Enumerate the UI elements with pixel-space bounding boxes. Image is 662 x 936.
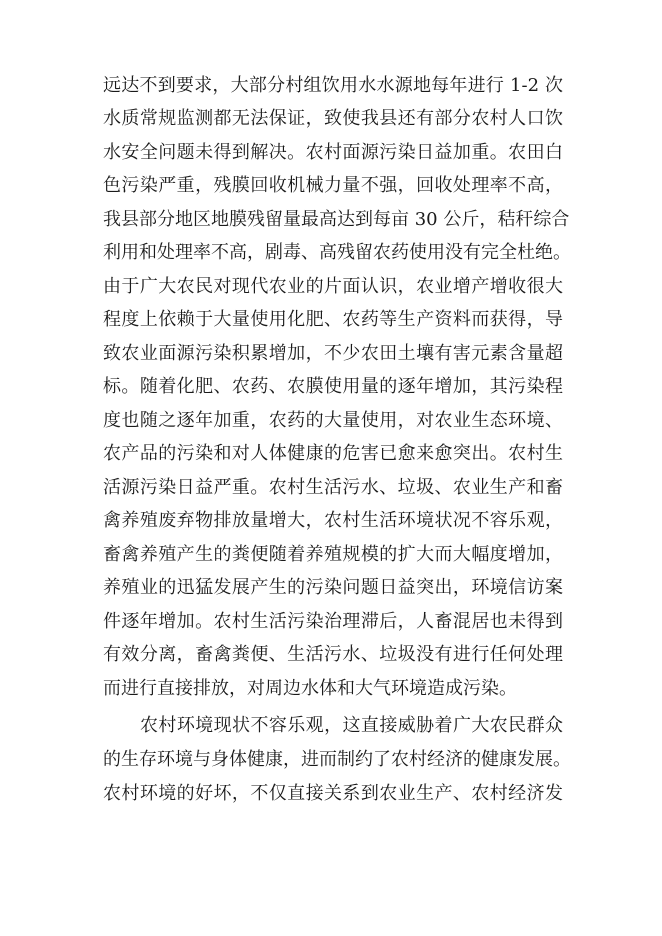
text-line: 活源污染日益严重。农村生活污水、垃圾、农业生产和畜 [103, 477, 563, 498]
text-line: 农村环境的好坏，不仅直接关系到农业生产、农村经济发 [103, 783, 563, 804]
text-line: 养殖业的迅猛发展产生的污染问题日益突出，环境信访案 [103, 577, 563, 598]
text-line: 度也随之逐年加重，农药的大量使用，对农业生态环境、 [103, 410, 563, 431]
paragraph-first-line: 农村环境现状不容乐观，这直接威胁着广大农民群众 [140, 715, 563, 736]
text-line: 水安全问题未得到解决。农村面源污染日益加重。农田白 [103, 142, 563, 163]
text-line: 禽养殖废弃物排放量增大，农村生活环境状况不容乐观， [103, 510, 563, 531]
text-line: 件逐年增加。农村生活污染治理滞后，人畜混居也未得到 [103, 611, 563, 632]
text-line: 利用和处理率不高，剧毒、高残留农药使用没有完全杜绝。 [103, 242, 571, 263]
text-line: 农产品的污染和对人体健康的危害已愈来愈突出。农村生 [103, 443, 563, 464]
text-line: 我县部分地区地膜残留量最高达到每亩 30 公斤，秸秆综合 [103, 209, 570, 230]
text-line: 由于广大农民对现代农业的片面认识，农业增产增收很大 [103, 276, 563, 297]
text-line: 致农业面源污染积累增加，不少农田土壤有害元素含量超 [103, 343, 563, 364]
text-line: 色污染严重，残膜回收机械力量不强，回收处理率不高， [103, 175, 563, 196]
text-line: 的生存环境与身体健康，进而制约了农村经济的健康发展。 [103, 749, 571, 770]
text-line: 水质常规监测都无法保证，致使我县还有部分农村人口饮 [103, 108, 563, 129]
text-line: 标。随着化肥、农药、农膜使用量的逐年增加，其污染程 [103, 376, 563, 397]
text-line: 有效分离，畜禽粪便、生活污水、垃圾没有进行任何处理 [103, 644, 563, 665]
text-line: 程度上依赖于大量使用化肥、农药等生产资料而获得，导 [103, 309, 563, 330]
text-line: 畜禽养殖产生的粪便随着养殖规模的扩大而大幅度增加， [103, 544, 563, 565]
text-line: 远达不到要求，大部分村组饮用水水源地每年进行 1-2 次 [103, 75, 563, 96]
text-line: 而进行直接排放，对周边水体和大气环境造成污染。 [103, 678, 517, 699]
